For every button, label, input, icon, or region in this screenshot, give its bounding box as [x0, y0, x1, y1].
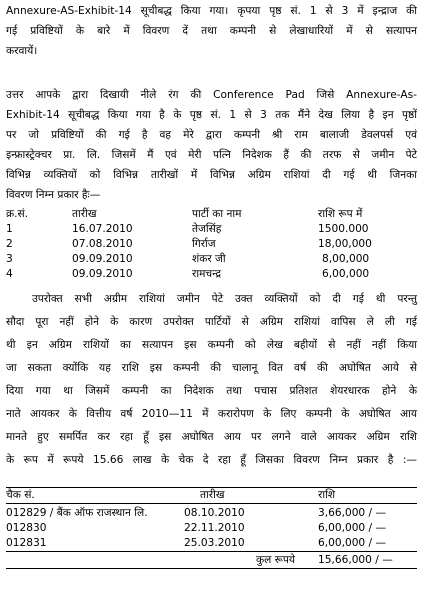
- table-cell: 07.08.2010: [72, 238, 133, 250]
- para1-line-3: करवायें।: [6, 45, 38, 57]
- table1-header-serial: क्र.सं.: [6, 208, 29, 220]
- para3-line-4: जा सकता क्योंकि यह राशि इस कम्पनी की चालानू वित वर्ष की अघोषित आये से: [6, 362, 417, 374]
- table-cell: 08.10.2010: [184, 507, 245, 519]
- table-cell: 012831: [6, 537, 47, 549]
- table-cell: 09.09.2010: [72, 268, 133, 280]
- table2-header-date: तारीख: [200, 489, 225, 501]
- table-cell: 012830: [6, 522, 47, 534]
- table-cell: 22.11.2010: [184, 522, 245, 534]
- table2-total-rule: [6, 551, 417, 552]
- table-cell: 012829 / बैंक ऑफ राजस्थान लि.: [6, 507, 148, 519]
- table-cell: तेजसिंह: [192, 223, 222, 235]
- para3-line-6: नाते आयकर के वित्तीय वर्ष 2010—11 में करारोपण के लिए कम्पनी के अघोषित आय: [6, 408, 417, 420]
- table2-header-rule: [6, 503, 417, 504]
- para2-line-4: इन्फ्रास्ट्रेक्चर प्रा. लि. जिसमें मैं एवं मेरी पत्नि निदेशक हैं की तरफ से जमीन पेटे: [6, 149, 417, 161]
- table-cell: 1: [6, 223, 13, 235]
- table2-header-cheque: चैक सं.: [6, 489, 35, 501]
- table-cell: 3,66,000 / —: [318, 507, 387, 519]
- table-cell: 25.03.2010: [184, 537, 245, 549]
- table-cell: 6,00,000 / —: [318, 522, 387, 534]
- para3-line-2: सौदा पूरा नहीं होने के कारण उपरोक्त पार्टियों से अग्रिम राशियां वापिस ले ली गई: [6, 316, 417, 328]
- table-cell: 3: [6, 253, 13, 265]
- table2-header-amount: राशि: [318, 489, 336, 501]
- table-cell: 1500.000: [318, 223, 369, 235]
- table-cell: 18,00,000: [318, 238, 372, 250]
- table2-total-value: 15,66,000 / —: [318, 554, 393, 566]
- para1-line-2: गई प्रविष्टियों के बारे में विवरण दें तथा कम्पनी से लेखाधारियों में से सत्यापन: [6, 25, 417, 37]
- para3-line-5: दिया गया था जिसमें कम्पनी का निदेशक तथा पचास प्रतिशत शेयरधारक होने के: [6, 385, 417, 397]
- table-cell: 16.07.2010: [72, 223, 133, 235]
- para2-line-5: विभिन्न व्यक्तियों को विभिन्न तारीखों में विभिन्न अग्रिम राशियां दी गई थी जिनका: [6, 169, 417, 181]
- para3-line-8: के रूप में रूपये 15.66 लाख के चेक दे रहा हूँ जिसका विवरण निम्न प्रकार है :—: [6, 454, 417, 466]
- table2-total-label: कुल रूपये: [256, 554, 296, 566]
- table-cell: 4: [6, 268, 13, 280]
- table-cell: 6,00,000 / —: [318, 537, 387, 549]
- para3-line-1: उपरोक्त सभी अग्रीम राशियां जमीन पेटे उक्त व्यक्तियों को दी गई थी परन्तु: [32, 293, 417, 305]
- para3-line-7: मानते हुए समर्पित कर रहा हूँ इस अघोषित आय पर लगने वाले आयकर अग्रिम राशि: [6, 431, 417, 443]
- table2-bottom-rule: [6, 568, 417, 569]
- table-cell: 8,00,000: [322, 253, 370, 265]
- table-cell: गिर्राज: [192, 238, 216, 250]
- para1-line-1: Annexure-AS-Exhibit-14 सूचीबद्ध किया गया। कृपया पृष्ठ सं. 1 से 3 में इन्द्राज की: [6, 5, 417, 17]
- para2-line-6: विवरण निम्न प्रकार हैः—: [6, 189, 101, 201]
- table1-header-party: पार्टी का नाम: [192, 208, 242, 220]
- para2-line-1: उत्तर आपके द्वारा दिखायी नीले रंग की Conference Pad जिसे Annexure-As-: [6, 89, 417, 101]
- table-cell: रामचन्द्र: [192, 268, 222, 280]
- table-cell: शंकर जी: [192, 253, 226, 265]
- table-cell: 2: [6, 238, 13, 250]
- para3-line-3: थी इन अग्रिम राशियों का सत्यापन इस कम्पनी को लेख बहीयों से नहीं नहीं किया: [6, 339, 417, 351]
- para2-line-2: Exhibit-14 सूचीबद्ध किया गया है के पृष्ठ सं. 1 से 3 तक मैंने देख लिया है इन पृष्ठों: [6, 109, 417, 121]
- para2-line-3: पर जो प्रविष्टियों की गई है वह मेरे द्वारा कम्पनी श्री राम बालाजी डेवलपर्स एवं: [6, 129, 417, 141]
- table-cell: 6,00,000: [322, 268, 370, 280]
- table1-header-amount: राशि रूप में: [318, 208, 363, 220]
- table-cell: 09.09.2010: [72, 253, 133, 265]
- table1-header-date: तारीख: [72, 208, 97, 220]
